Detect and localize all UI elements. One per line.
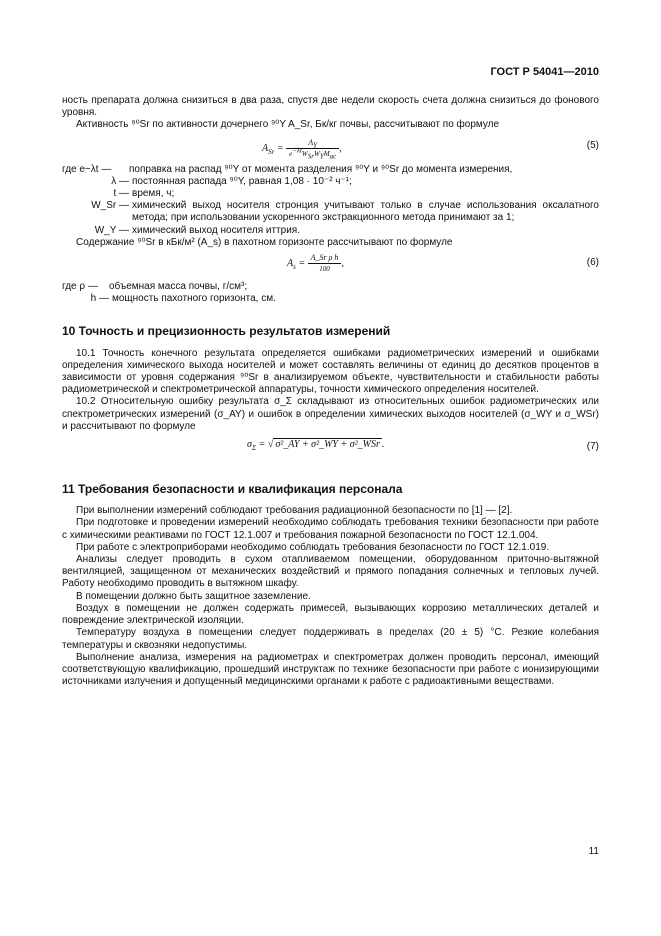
sqrt-sign: √ bbox=[267, 439, 274, 451]
formula-7-number: (7) bbox=[586, 441, 599, 453]
definition-row: h — мощность пахотного горизонта, см. bbox=[90, 293, 276, 305]
section-10 bbox=[62, 325, 599, 337]
section-10-title: 10 Точность и прецизионность результатов измерений bbox=[62, 324, 391, 339]
formula-6-number: (6) bbox=[586, 257, 599, 269]
section-11-paragraph: Выполнение анализа, измерения на радиометрах и спектрометрах должен проводить персонал, имеющий соответствующую квалификацию, прошедший инструктаж по технике безопасности при работе с ионизирующими источниками излучения и допущенный медицинскими органами к работе с радиоактивными веществами. bbox=[62, 651, 599, 688]
formula-5-denominator: $e^{-\lambda t}W_{Sr}W_YM_{ac}$ bbox=[289, 146, 337, 160]
formula-5-fraction: $\frac{A_Y}{e^{-\lambda t}W_{Sr}W_YM_{ac}}$ bbox=[286, 138, 339, 159]
intro-paragraph-2: Активность ⁹⁰Sr по активности дочернего ⁹⁰Y A_Sr, Бк/кг почвы, рассчитывают по формуле bbox=[76, 119, 500, 131]
section-10-paragraph-2: 10.2 Относительную ошибку результата σ_Σ складывают из относительных ошибок радиометрических или спектрометрических измерений (σ_AY) и ошибок в определении химических выходов носителей (σ_WY и σ_WSr) и рассчитывают по формуле bbox=[62, 396, 599, 432]
content-paragraph: Содержание ⁹⁰Sr в кБк/м² (A_s) в пахотном горизонте рассчитывают по формуле bbox=[76, 236, 453, 248]
formula-6: $A_s$ = $\frac{\text{A\_Sr ρ h}}{100}$ , (6) bbox=[287, 253, 599, 274]
page-number: 11 bbox=[588, 846, 599, 857]
formula-6-fraction: $\frac{\text{A\_Sr ρ h}}{100}$ bbox=[308, 253, 342, 274]
formula-6-definitions bbox=[62, 281, 599, 305]
definition-row: t — время, ч; bbox=[113, 188, 175, 200]
formula-5-number: (5) bbox=[586, 139, 599, 151]
section-11-paragraph: Анализы следует проводить в сухом отапливаемом помещении, оборудованном приточно-вытяжной вентиляцией, защищенном от механических воздействий и прямого попадания солнечных и тепловых лучей. Работу необходимо проводить в вытяжном шкафу. bbox=[62, 554, 599, 590]
section-11-paragraph: Воздух в помещении не должен содержать примесей, вызывающих коррозию металлических деталей и повреждение электрической изоляции. bbox=[62, 602, 599, 627]
definition-row: W_Sr — химический выход носителя стронция учитывают только в случае использования оксалатного метода; при использовании ускоренного экстракционного метода принимают за 1; bbox=[91, 200, 599, 224]
definition-row: W_Y — химический выход носителя иттрия. bbox=[94, 224, 300, 236]
document-header: ГОСТ Р 54041—2010 bbox=[490, 66, 599, 78]
section-11-paragraph: При выполнении измерений соблюдают требования радиационной безопасности по [1] — [2]. bbox=[76, 505, 513, 517]
document-body bbox=[62, 95, 599, 688]
definition-row: λ — постоянная распада ⁹⁰Y, равная 1,08 · 10⁻² ч⁻¹; bbox=[111, 175, 352, 187]
section-11 bbox=[62, 483, 599, 495]
formula-7: $\sigma_\Sigma$ = √ σ²_AY + σ²_WY + σ²_WSr . (7) bbox=[247, 439, 599, 453]
formula-5: $A_{Sr}$ = $\frac{A_Y}{e^{-\lambda t}W_{Sr}W_YM_{ac}}$ , (5) bbox=[262, 137, 599, 160]
formula-5-lhs: A bbox=[262, 142, 269, 154]
section-10-paragraph-1: 10.1 Точность конечного результата определяется ошибками радиометрических измерений и ошибками определения химического выхода носителей и может составлять величины от единиц до десятков процентов в зависимости от уровня содержания ⁹⁰Sr в анализируемом объекте, чувствительности и стабильности работы радиометрической и спектрометрической аппаратуры, точности химического определения носителей. bbox=[62, 347, 599, 396]
section-11-paragraph: В помещении должно быть защитное заземление. bbox=[76, 590, 311, 602]
formula-7-radicand: σ²_AY + σ²_WY + σ²_WSr bbox=[275, 439, 380, 451]
section-11-paragraph: При работе с электроприборами необходимо соблюдать требования безопасности по ГОСТ 12.1.019. bbox=[76, 541, 550, 553]
section-11-title: 11 Требования безопасности и квалификация персонала bbox=[62, 482, 403, 497]
definition-row: где ρ — объемная масса почвы, г/см³; bbox=[62, 281, 248, 293]
intro-paragraph-1: ность препарата должна снизиться в два раза, спустя две недели скорость счета должна снизиться до фонового уровня. bbox=[62, 95, 599, 119]
definition-row: где e−λt — поправка на распад ⁹⁰Y от момента разделения ⁹⁰Y и ⁹⁰Sr до момента измерения, bbox=[62, 163, 513, 175]
section-11-paragraph: Температуру воздуха в помещении следует поддерживать в пределах (20 ± 5) °С. Резкие колебания температуры и сквозняки недопустимы. bbox=[62, 627, 599, 651]
section-11-paragraph: При подготовке и проведении измерений необходимо соблюдать требования техники безопасности при работе с химическими реактивами по ГОСТ 12.1.007 и требования пожарной безопасности по ГОСТ 12.1.004. bbox=[62, 517, 599, 541]
formula-5-definitions bbox=[62, 164, 599, 237]
